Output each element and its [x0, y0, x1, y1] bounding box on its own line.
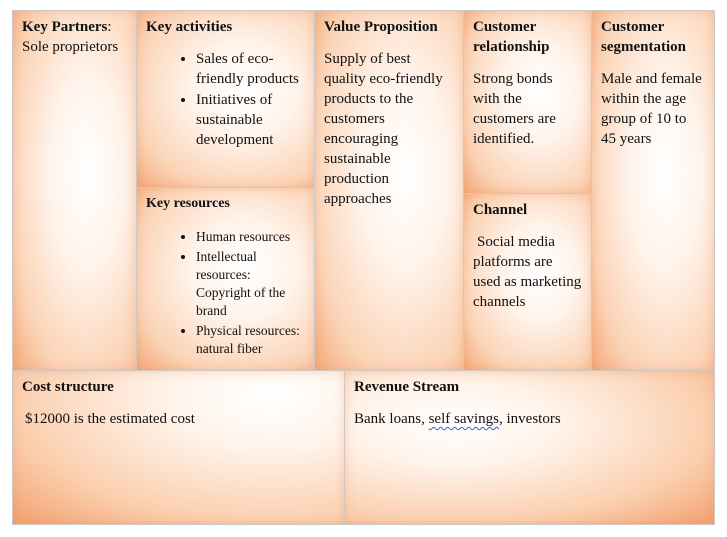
list-item: • Intellectual resources: Copyright of the brand	[196, 248, 305, 320]
revenue-text-part: Bank loans,	[354, 411, 429, 427]
cost-structure-cell	[12, 370, 345, 525]
key-partners-title: Key Partners	[22, 19, 108, 35]
channel-title: Channel	[473, 202, 528, 218]
key-activities-cell	[136, 10, 315, 188]
customer-segmentation-text: Male and female within the age group of 10 to 45 years	[601, 71, 702, 147]
channel-cell	[463, 193, 592, 371]
list-item: • Initiatives of sustainable development	[196, 90, 305, 150]
key-resources-title: Key resources	[146, 196, 230, 211]
key-resources-list	[146, 228, 305, 358]
customer-relationship-title: Customer relationship	[473, 19, 550, 55]
key-activities-title: Key activities	[146, 19, 233, 35]
key-partners-text: Sole proprietors	[22, 39, 119, 55]
key-partners-heading	[22, 17, 127, 37]
cost-structure-text: $12000 is the estimated cost	[25, 411, 195, 427]
key-activities-list	[146, 49, 305, 150]
customer-relationship-text: Strong bonds with the customers are identified.	[473, 71, 556, 147]
spellcheck-flagged-text: self savings	[428, 411, 499, 427]
customer-segmentation-title: Customer segmentation	[601, 19, 686, 55]
value-proposition-cell	[314, 10, 464, 371]
revenue-stream-text	[354, 409, 705, 429]
key-partners-cell	[12, 10, 137, 371]
customer-segmentation-cell	[591, 10, 715, 371]
list-item: • Human resources	[196, 228, 305, 246]
revenue-stream-cell	[344, 370, 715, 525]
value-proposition-text: Supply of best quality eco-friendly products to the customers encouraging sustainable production approaches	[324, 51, 443, 207]
list-item: • Physical resources: natural fiber	[196, 322, 305, 358]
value-proposition-title: Value Proposition	[324, 19, 438, 35]
revenue-text-part: , investors	[499, 411, 561, 427]
cost-structure-title: Cost structure	[22, 379, 114, 395]
key-partners-colon: :	[107, 19, 112, 35]
list-item: • Sales of eco-friendly products	[196, 49, 305, 89]
revenue-stream-title: Revenue Stream	[354, 379, 460, 395]
customer-relationship-cell	[463, 10, 592, 194]
channel-text: Social media platforms are used as marketing channels	[473, 234, 582, 310]
key-resources-cell	[136, 187, 315, 371]
